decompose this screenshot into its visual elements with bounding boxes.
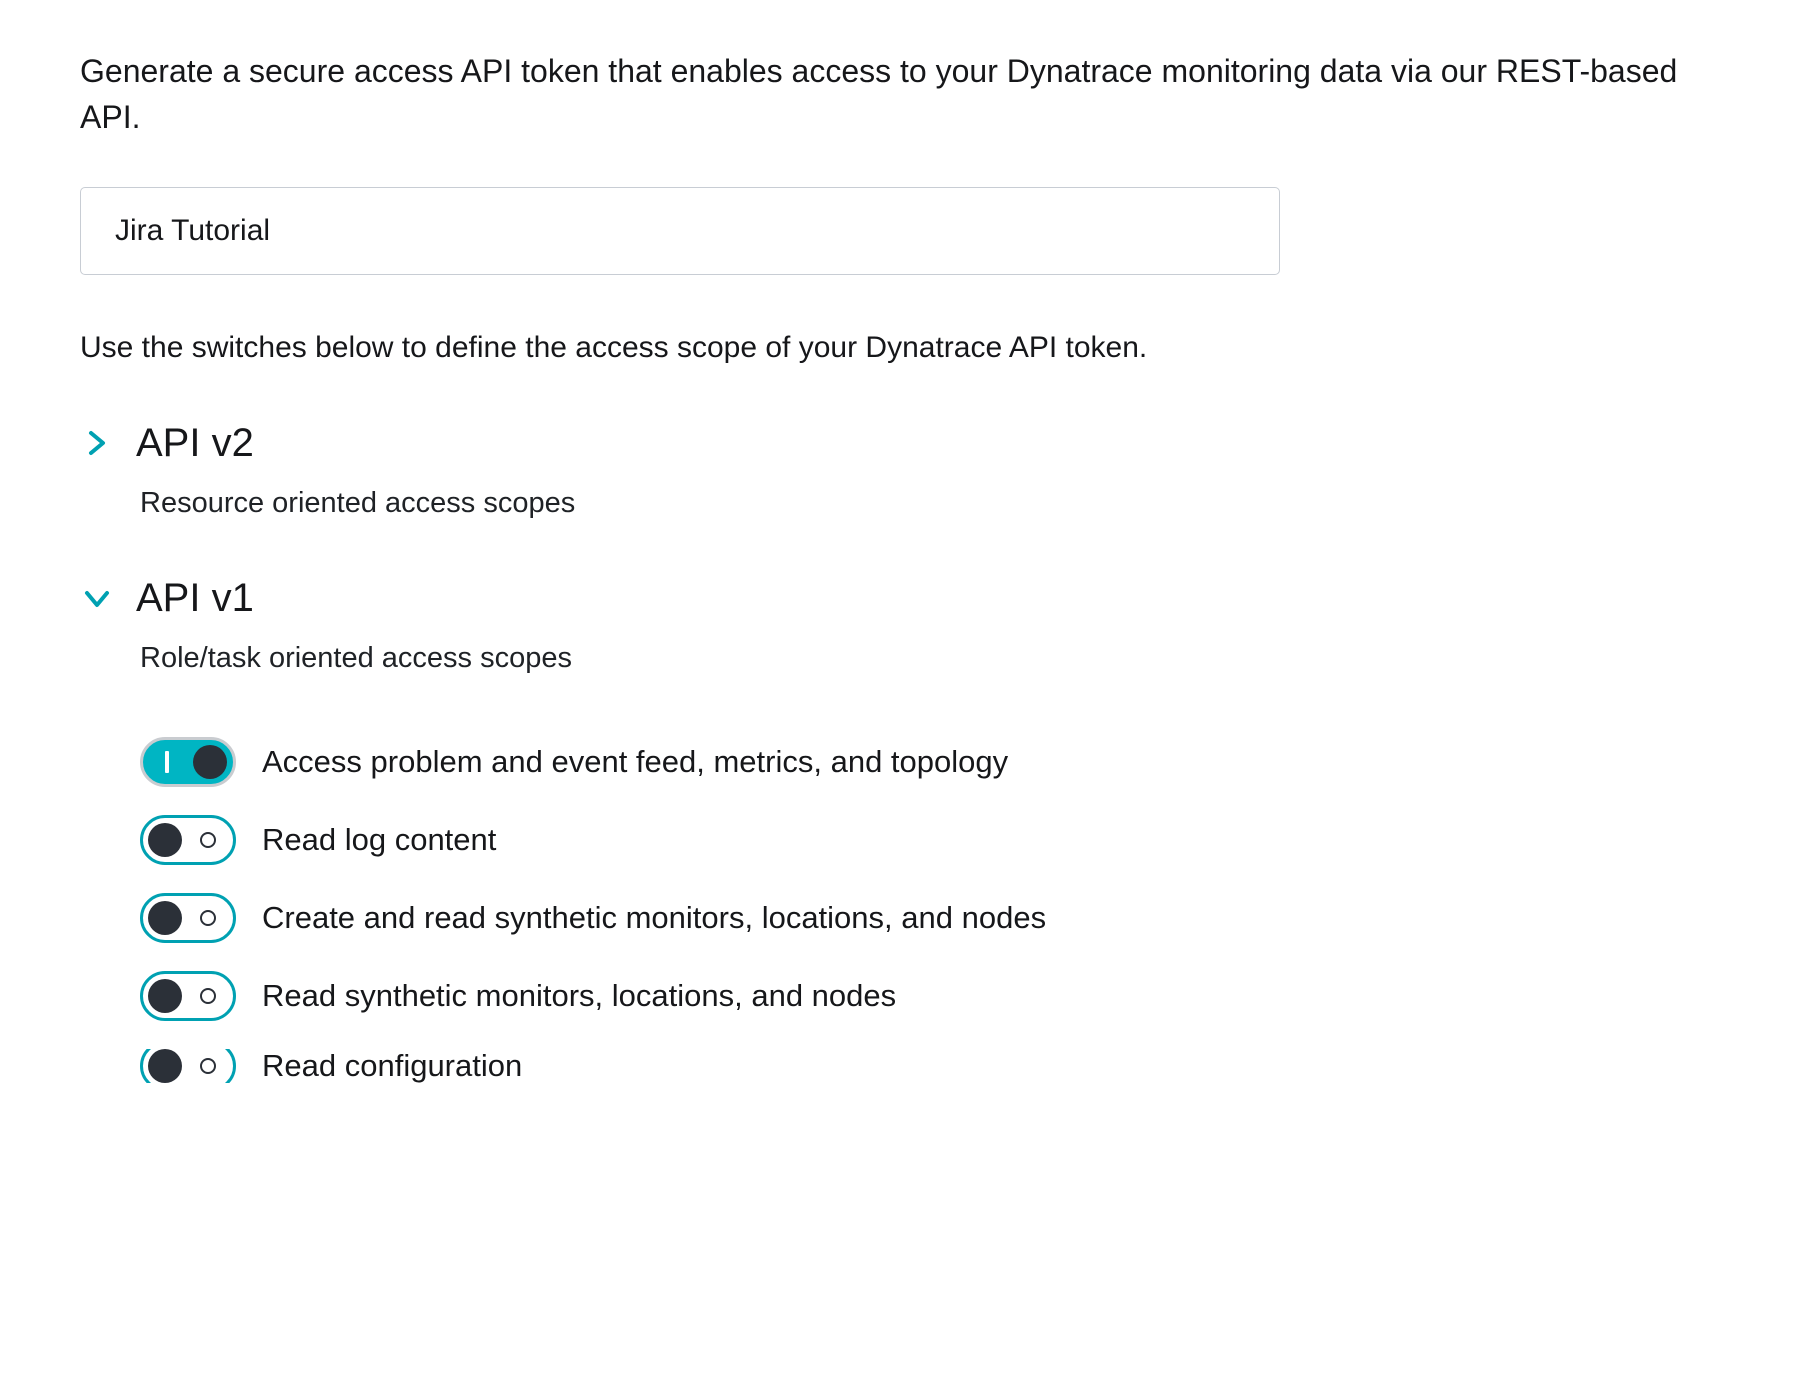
scope-switch-label: Read synthetic monitors, locations, and nodes [262,978,897,1014]
scope-switch-row [80,893,1720,943]
toggle-knob [148,823,182,857]
toggle-knob [148,1049,182,1083]
scope-switch-row [80,1049,1720,1083]
scope-switch-label: Read log content [262,822,497,858]
scope-group-api-v1-header[interactable] [80,575,1720,620]
toggle-knob [193,745,227,779]
scope-group-api-v1-subtitle: Role/task oriented access scopes [140,641,572,674]
scope-toggle-read-log-content[interactable] [140,815,236,865]
toggle-off-mark-icon [200,1058,216,1074]
scope-toggle-access-problem-and-event-feed[interactable] [140,737,236,787]
chevron-right-icon [80,426,114,460]
scope-switch-label: Read configuration [262,1048,523,1083]
scope-switch-row [80,815,1720,865]
scope-switch-list [80,737,1720,1083]
toggle-on-mark-icon [165,751,169,773]
scope-toggle-read-synthetic-monitors[interactable] [140,971,236,1021]
scope-switch-label: Create and read synthetic monitors, locations, and nodes [262,900,1047,936]
scope-toggle-read-configuration[interactable] [140,1049,236,1083]
token-name-input[interactable] [80,187,1280,275]
scope-switch-row [80,971,1720,1021]
scope-group-api-v2-subtitle: Resource oriented access scopes [140,486,576,519]
toggle-off-mark-icon [200,832,216,848]
toggle-off-mark-icon [200,910,216,926]
toggle-off-mark-icon [200,988,216,1004]
scope-switch-row [80,737,1720,787]
intro-text: Generate a secure access API token that enables access to your Dynatrace monitoring data via our REST-based API. [80,53,1678,136]
toggle-knob [148,901,182,935]
scope-toggle-create-read-synthetic-monitors[interactable] [140,893,236,943]
scope-group-api-v2-header[interactable] [80,420,1720,465]
toggle-knob [148,979,182,1013]
scope-group-api-v1-title: API v1 [136,575,254,620]
chevron-down-icon [80,581,114,615]
scope-group-api-v1 [80,575,1720,1083]
scope-intro-text: Use the switches below to define the access scope of your Dynatrace API token. [80,330,1148,364]
scope-group-api-v2 [80,420,1720,520]
scope-switch-label: Access problem and event feed, metrics, and topology [262,744,1009,780]
scope-group-api-v2-title: API v2 [136,420,254,465]
